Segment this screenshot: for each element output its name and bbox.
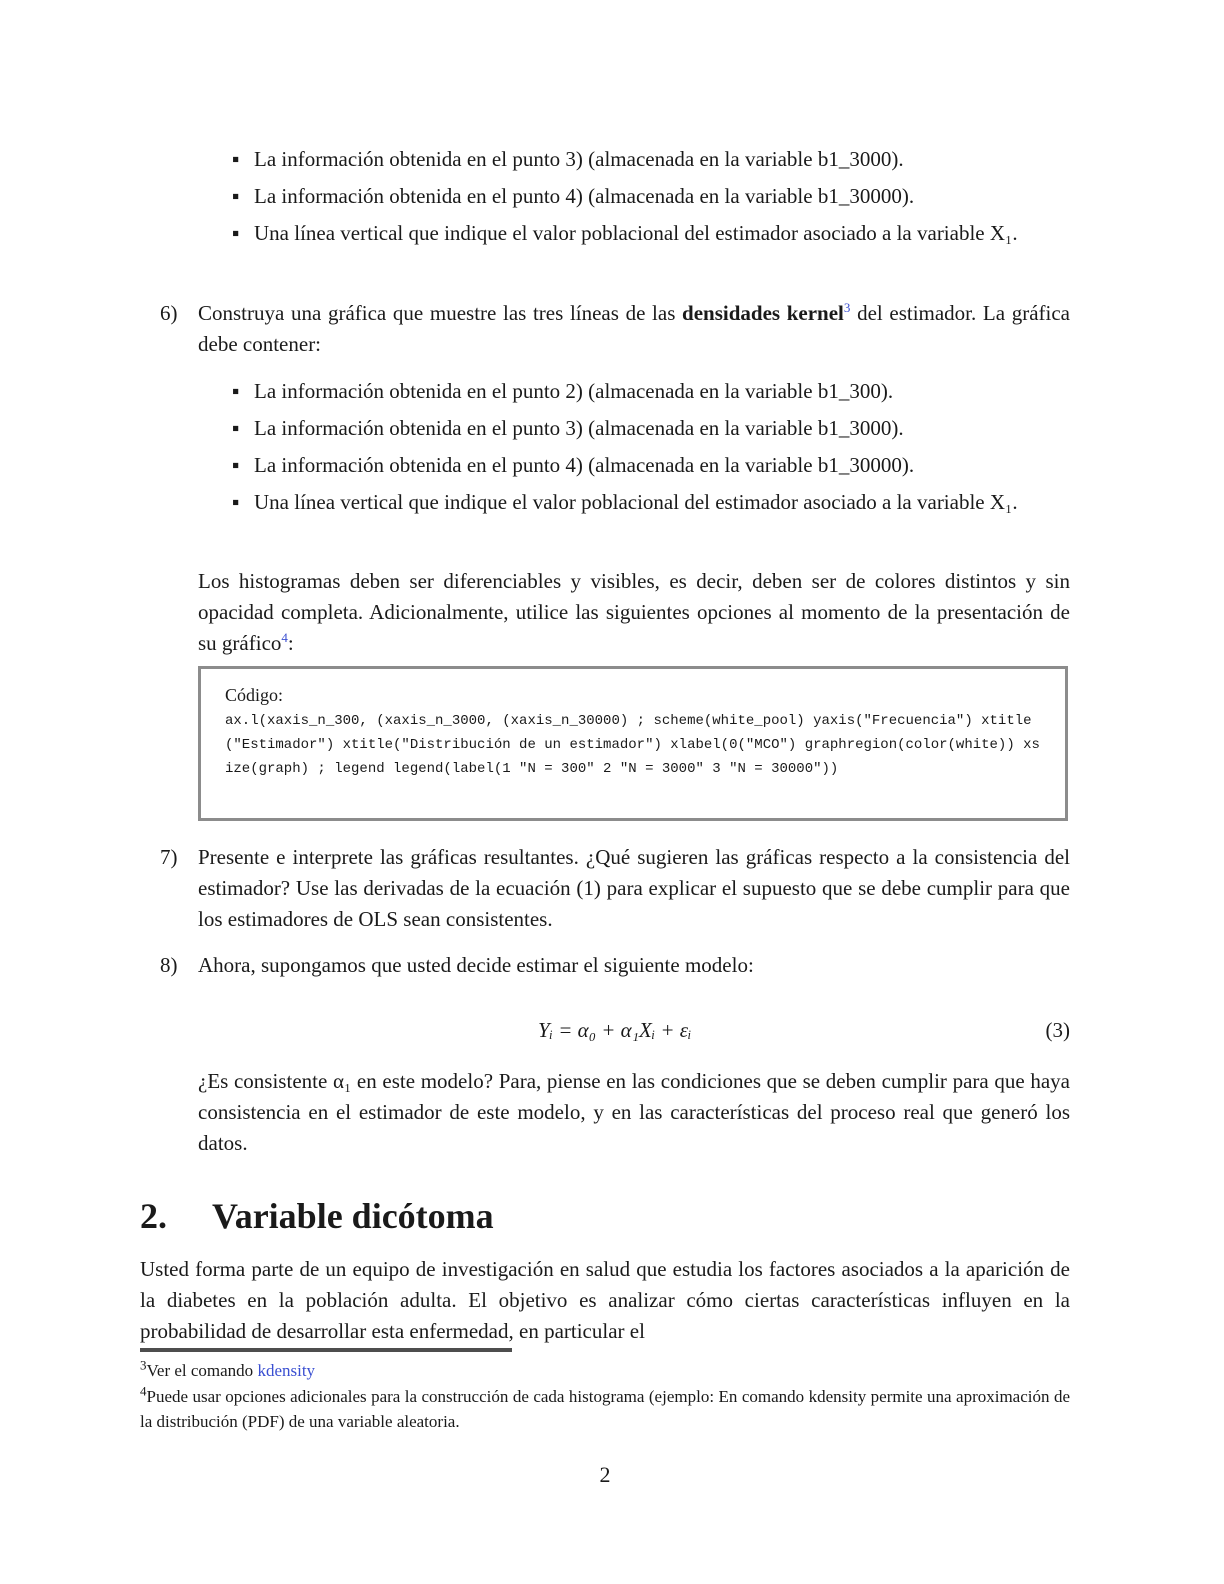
list-item: ▪ Una línea vertical que indique el valor poblacional del estimador asociado a la variable X₁.	[232, 487, 1070, 518]
section-heading	[140, 1194, 494, 1238]
enum-item-6	[160, 298, 1070, 360]
bullet-list-top	[232, 144, 1070, 255]
list-item: ▪ La información obtenida en el punto 2) (almacenada en la variable b1_300).	[232, 376, 1070, 407]
emphasis-term: densidades kernel	[682, 301, 844, 325]
bullet-icon: ▪	[232, 416, 240, 440]
enum-number: 6)	[160, 301, 178, 325]
kdensity-link[interactable]: kdensity	[257, 1361, 316, 1380]
enum-text: Construya una gráfica que muestre las tres líneas de las densidades kernel$^3$ del estimador. La gráfica debe contener:	[198, 300, 1071, 356]
code-title: Código:	[225, 685, 284, 705]
footnote-ref[interactable]: 3	[843, 300, 851, 315]
footnote-3: $^3$Ver el comando kdensity	[140, 1357, 316, 1380]
enum-number: 8)	[160, 953, 178, 977]
bullet-icon: ▪	[232, 490, 240, 514]
bullet-icon: ▪	[232, 184, 240, 208]
equation	[198, 1014, 1070, 1046]
equation-number: (3)	[1045, 1018, 1070, 1042]
bullet-icon: ▪	[232, 453, 240, 477]
footnote-4: $^4$Puede usar opciones adicionales para la construcción de cada histograma (ejemplo: En comando kdensity permite una aproximación de la distribución (PDF) de una variable aleatoria.	[140, 1383, 1070, 1431]
footnote-rule	[140, 1348, 512, 1352]
code-body: ax.l(xaxis_n_300, (xaxis_n_3000, (xaxis_n_30000) ; scheme(white_pool) yaxis("Frecuencia") xtitle("Estimador") xtitle("Distribución de un estimador") xlabel(0("MCO") graphregion(color(white)) xsize(graph) ; legend legend(label(1 "N = 300" 2 "N = 3000" 3 "N = 30000"))	[225, 713, 1040, 777]
footnote-mark: 3	[140, 1357, 147, 1373]
section-title: Variable dicótoma	[212, 1196, 494, 1236]
list-item: ▪ La información obtenida en el punto 4) (almacenada en la variable b1_30000).	[232, 450, 1070, 481]
footnote-mark: 4	[140, 1383, 147, 1399]
consistency-question: ¿Es consistente α₁ en este modelo? Para, piense en las condiciones que se deben cumplir para que haya consistencia en el estimador de este modelo, y en las características del proceso real que generó los datos.	[198, 1069, 1070, 1155]
list-item: ▪ La información obtenida en el punto 4) (almacenada en la variable b1_30000).	[232, 181, 1070, 212]
section-paragraph: Usted forma parte de un equipo de investigación en salud que estudia los factores asociados a la aparición de la diabetes en la población adulta. El objetivo es analizar cómo ciertas características influyen en la probabilidad de desarrollar esta enfermedad, en particular el	[140, 1257, 1070, 1343]
code-box	[198, 666, 1068, 821]
bullet-list-item6	[232, 376, 1070, 524]
bullet-icon: ▪	[232, 147, 240, 171]
enum-text: Presente e interprete las gráficas resultantes. ¿Qué sugieren las gráficas respecto a la consistencia del estimador? Use las derivadas de la ecuación (1) para explicar el supuesto que se debe cumplir para que los estimadores de OLS sean consistentes.	[198, 845, 1070, 931]
list-item: ▪ La información obtenida en el punto 3) (almacenada en la variable b1_3000).	[232, 413, 1070, 444]
bullet-icon: ▪	[232, 221, 240, 245]
page-number: 2	[599, 1462, 611, 1487]
section-number: 2.	[140, 1196, 167, 1236]
enum-number: 7)	[160, 845, 178, 869]
enum-text: Ahora, supongamos que usted decide estimar el siguiente modelo:	[198, 953, 754, 977]
enum-item-8	[160, 950, 1070, 981]
histogram-note: Los histogramas deben ser diferenciables y visibles, es decir, deben ser de colores distintos y sin opacidad completa. Adicionalmente, utilice las siguientes opciones al momento de la presentación de su gráfico$^4$:	[198, 569, 1070, 655]
list-item: ▪ La información obtenida en el punto 3) (almacenada en la variable b1_3000).	[232, 144, 1070, 175]
bullet-icon: ▪	[232, 379, 240, 403]
footnote-ref[interactable]: 4	[281, 630, 288, 645]
enum-item-7	[160, 842, 1070, 935]
list-item: ▪ Una línea vertical que indique el valor poblacional del estimador asociado a la variable X₁.	[232, 218, 1070, 249]
equation-body: Yᵢ = α₀ + α₁Xᵢ + εᵢ	[538, 1018, 692, 1042]
